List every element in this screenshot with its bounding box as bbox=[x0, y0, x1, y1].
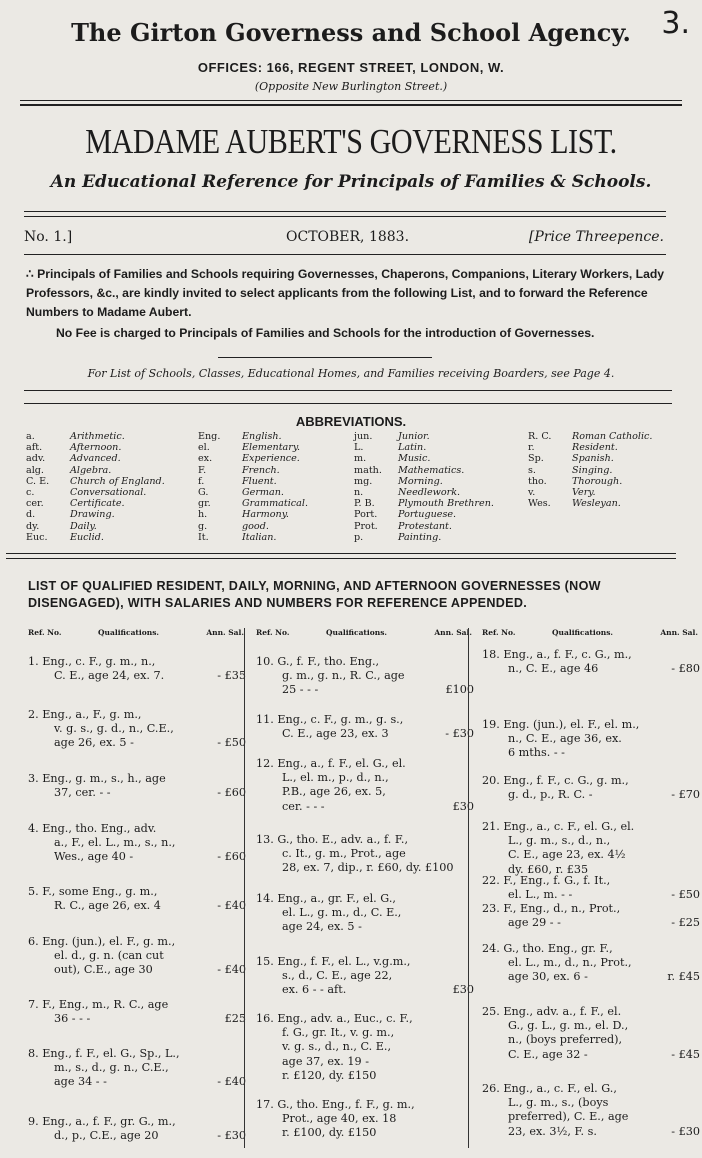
entry-line: 17. G., tho. Eng., f. F., g. m., bbox=[256, 1098, 415, 1111]
abbreviation-key: C. E. bbox=[26, 475, 50, 487]
divider bbox=[6, 553, 676, 554]
abbreviation-key: n. bbox=[354, 487, 364, 499]
entry-line: v. g. s., g. d., n., C.E., bbox=[54, 722, 174, 736]
entry-line: preferred), C. E., age bbox=[508, 1110, 629, 1124]
abbreviation-meaning: Needlework. bbox=[398, 487, 461, 499]
abbreviation-key: Wes. bbox=[528, 498, 551, 510]
abbreviation-key: h. bbox=[198, 509, 208, 521]
entry-line: 21. Eng., a., c. F., el. G., el. bbox=[482, 820, 635, 833]
entry-salary: - £45 bbox=[671, 1047, 700, 1061]
abbreviation-key: L. bbox=[354, 442, 364, 454]
entry-line: 20. Eng., f. F., c. G., g. m., bbox=[482, 774, 629, 787]
abbreviation-row bbox=[354, 442, 494, 453]
entry-line: R. C., age 26, ex. 4 bbox=[54, 899, 161, 913]
column-header-qual: Qualifications. bbox=[552, 628, 614, 637]
abbreviation-meaning: Harmony. bbox=[242, 509, 289, 521]
abbreviation-meaning: Music. bbox=[398, 453, 431, 465]
abbreviation-key: math. bbox=[354, 464, 382, 476]
opposite-note: (Opposite New Burlington Street.) bbox=[254, 80, 448, 93]
abbreviation-meaning: good. bbox=[242, 520, 269, 532]
entry-line: dy. £60, r. £35 bbox=[508, 862, 589, 876]
abbreviation-key: G. bbox=[198, 487, 209, 499]
entry-line: 28, ex. 7, dip., r. £60, dy. £100 bbox=[282, 861, 454, 875]
abbreviation-row bbox=[198, 442, 308, 453]
list-heading bbox=[28, 578, 676, 611]
entry-line: d., p., C.E., age 20 bbox=[54, 1129, 159, 1143]
abbreviation-key: m. bbox=[354, 453, 367, 465]
abbreviation-meaning: Painting. bbox=[398, 531, 442, 543]
abbreviation-meaning: Conversational. bbox=[70, 487, 147, 499]
abbreviation-row bbox=[26, 521, 165, 532]
abbreviation-row bbox=[26, 431, 165, 442]
intro-notice bbox=[26, 265, 668, 343]
abbreviation-meaning: Certificate. bbox=[70, 498, 125, 510]
abbreviation-row bbox=[198, 532, 308, 543]
entry-line: c. It., g. m., Prot., age bbox=[282, 847, 406, 861]
entry-line: 19. Eng. (jun.), el. F., el. m., bbox=[482, 718, 640, 731]
abbreviation-meaning: Wesleyan. bbox=[572, 498, 621, 510]
abbreviation-row bbox=[354, 532, 494, 543]
entry-line: 23. F., Eng., d., n., Prot., bbox=[482, 902, 621, 915]
entry-line: C. E., age 23, ex. 3 bbox=[282, 727, 389, 741]
entry-line: 5. F., some Eng., g. m., bbox=[28, 885, 158, 898]
entry-salary: - £70 bbox=[671, 788, 700, 802]
entry-line: L., g. m., s., d., n., bbox=[508, 834, 611, 848]
governess-entry bbox=[28, 998, 250, 1026]
abbreviation-meaning: Advanced. bbox=[70, 453, 121, 465]
entry-line: r. £100, dy. £150 bbox=[282, 1126, 377, 1140]
abbreviation-meaning: Latin. bbox=[398, 442, 427, 454]
abbreviation-meaning: Junior. bbox=[398, 431, 430, 442]
abbreviation-key: d. bbox=[26, 509, 36, 521]
entry-salary: - £30 bbox=[217, 1129, 246, 1143]
governess-entry bbox=[482, 718, 702, 761]
entry-line: 36 - - - bbox=[54, 1012, 91, 1026]
entry-salary: - £25 bbox=[671, 916, 700, 930]
abbreviation-row bbox=[528, 476, 652, 487]
governess-entry bbox=[482, 1005, 702, 1062]
divider bbox=[24, 403, 672, 404]
entry-line: n., (boys preferred), bbox=[508, 1033, 623, 1047]
intro-text: ∴ Principals of Families and Schools requiring Governesses, Chaperons, Companions, Literary Workers, Lady Professors, &c., are kindly invited to select applicants from the following List, and to forward the Reference Numbers to Madame Aubert. bbox=[26, 267, 665, 319]
entry-line: 11. Eng., c. F., g. m., g. s., bbox=[256, 713, 404, 726]
entry-line: Prot., age 40, ex. 18 bbox=[282, 1112, 397, 1126]
abbreviation-row bbox=[26, 476, 165, 487]
governess-entry bbox=[28, 885, 250, 913]
governess-entry bbox=[28, 935, 250, 978]
abbreviation-row bbox=[354, 431, 494, 442]
abbreviation-row bbox=[26, 498, 165, 509]
column-header bbox=[256, 628, 478, 642]
governess-entry bbox=[256, 892, 478, 935]
entry-line: 24. G., tho. Eng., gr. F., bbox=[482, 942, 613, 955]
entry-line: 8. Eng., f. F., el. G., Sp., L., bbox=[28, 1047, 180, 1060]
abbreviation-key: Euc. bbox=[26, 531, 48, 543]
abbreviation-meaning: Very. bbox=[572, 487, 596, 499]
list-heading-text: LIST OF QUALIFIED RESIDENT, DAILY, MORNING, AND AFTERNOON GOVERNESSES (NOW DISENGAGED), WITH SALARIES AND NUMBERS FOR REFERENCE APPENDED. bbox=[28, 579, 601, 610]
abbreviation-meaning: Fluent. bbox=[242, 475, 277, 487]
entry-line: out), C.E., age 30 bbox=[54, 963, 153, 977]
abbreviation-meaning: Arithmetic. bbox=[70, 431, 125, 442]
entry-line: 9. Eng., a., f. F., gr. G., m., bbox=[28, 1115, 176, 1128]
abbreviations-column bbox=[354, 431, 494, 543]
divider bbox=[20, 100, 682, 101]
abbreviation-key: alg. bbox=[26, 464, 44, 476]
governess-entry bbox=[482, 874, 702, 902]
entry-line: el. L., m., d., n., Prot., bbox=[508, 956, 632, 970]
abbreviation-row bbox=[528, 465, 652, 476]
governess-entry bbox=[28, 1047, 250, 1090]
column-header-sal: Ann. Sal. bbox=[434, 628, 472, 637]
abbreviation-key: It. bbox=[198, 531, 209, 543]
governess-entry bbox=[28, 1115, 250, 1143]
abbreviations-column bbox=[26, 431, 165, 543]
entry-line: G., g. L., g. m., el. D., bbox=[508, 1019, 629, 1033]
governess-entry bbox=[482, 1082, 702, 1139]
entry-salary: - £60 bbox=[217, 850, 246, 864]
governess-entry bbox=[482, 648, 702, 676]
abbreviation-meaning: Singing. bbox=[572, 464, 613, 476]
abbreviation-meaning: Afternoon. bbox=[70, 442, 122, 454]
abbreviation-row bbox=[26, 453, 165, 464]
abbreviations-column bbox=[528, 431, 652, 509]
entry-salary: r. £45 bbox=[667, 970, 700, 984]
abbreviations-title: ABBREVIATIONS. bbox=[295, 414, 407, 429]
abbreviation-key: cer. bbox=[26, 498, 44, 510]
column-divider bbox=[244, 628, 245, 1148]
governess-entry bbox=[28, 708, 250, 751]
entry-salary: £25 bbox=[224, 1012, 246, 1026]
entry-line: f. G., gr. It., v. g. m., bbox=[282, 1026, 395, 1040]
entry-line: 7. F., Eng., m., R. C., age bbox=[28, 998, 169, 1011]
abbreviation-row bbox=[26, 487, 165, 498]
column-header bbox=[482, 628, 702, 642]
entry-line: 18. Eng., a., f. F., c. G., m., bbox=[482, 648, 632, 661]
entry-line: 26. Eng., a., c. F., el. G., bbox=[482, 1082, 617, 1095]
abbreviation-row bbox=[354, 509, 494, 520]
entry-salary: - £35 bbox=[217, 669, 246, 683]
abbreviation-key: tho. bbox=[528, 475, 547, 487]
abbreviation-meaning: Elementary. bbox=[242, 442, 301, 454]
entry-line: age 29 - - bbox=[508, 916, 561, 930]
divider bbox=[24, 390, 672, 391]
entry-line: el. d., g. n. (can cut bbox=[54, 949, 164, 963]
entry-line: cer. - - - bbox=[282, 799, 325, 813]
column-header-qual: Qualifications. bbox=[326, 628, 388, 637]
column-header-sal: Ann. Sal. bbox=[206, 628, 244, 637]
abbreviation-row bbox=[528, 442, 652, 453]
governess-entry bbox=[482, 820, 702, 877]
governess-entry bbox=[256, 1012, 478, 1083]
entry-line: g. d., p., R. C. - bbox=[508, 788, 593, 802]
entry-line: 16. Eng., adv. a., Euc., c. F., bbox=[256, 1012, 413, 1025]
entry-salary: - £50 bbox=[671, 888, 700, 902]
entry-salary: - £30 bbox=[671, 1124, 700, 1138]
abbreviation-meaning: Experience. bbox=[242, 453, 300, 465]
offices-address: OFFICES: 166, REGENT STREET, LONDON, W. bbox=[197, 60, 505, 75]
column-header-sal: Ann. Sal. bbox=[660, 628, 698, 637]
abbreviation-key: adv. bbox=[26, 453, 46, 465]
entry-line: n., C. E., age 36, ex. bbox=[508, 732, 622, 746]
entry-line: 4. Eng., tho. Eng., adv. bbox=[28, 822, 157, 835]
abbreviation-row bbox=[198, 476, 308, 487]
entry-salary: - £80 bbox=[671, 662, 700, 676]
column-header-ref: Ref. No. bbox=[28, 628, 62, 637]
schools-note: For List of Schools, Classes, Educational Homes, and Families receiving Boarders, see Page 4. bbox=[87, 367, 615, 380]
abbreviation-key: F. bbox=[198, 464, 207, 476]
entry-salary: - £40 bbox=[217, 1075, 246, 1089]
issue-number: No. 1.] bbox=[24, 229, 73, 245]
entry-line: age 26, ex. 5 - bbox=[54, 736, 134, 750]
abbreviation-row bbox=[198, 521, 308, 532]
column-divider bbox=[468, 628, 469, 1148]
entry-line: 37, cer. - - bbox=[54, 786, 111, 800]
abbreviation-key: Port. bbox=[354, 509, 378, 521]
abbreviation-row bbox=[354, 476, 494, 487]
entry-line: age 30, ex. 6 - bbox=[508, 970, 588, 984]
entry-salary: - £60 bbox=[217, 786, 246, 800]
entry-salary: £30 bbox=[452, 983, 474, 997]
divider bbox=[24, 254, 666, 255]
entry-line: 13. G., tho. E., adv. a., f. F., bbox=[256, 833, 408, 846]
entry-line: el. L., g. m., d., C. E., bbox=[282, 906, 402, 920]
entry-salary: - £40 bbox=[217, 899, 246, 913]
abbreviation-key: el. bbox=[198, 442, 210, 454]
entry-line: a., F., el. L., m., s., n., bbox=[54, 836, 176, 850]
entry-line: 22. F., Eng., f. G., f. It., bbox=[482, 874, 611, 887]
entry-salary: - £50 bbox=[217, 736, 246, 750]
entry-line: 10. G., f. F., tho. Eng., bbox=[256, 655, 380, 668]
abbreviation-row bbox=[528, 431, 652, 442]
abbreviation-meaning: Portuguese. bbox=[398, 509, 457, 521]
abbreviation-row bbox=[198, 487, 308, 498]
divider bbox=[20, 104, 682, 106]
abbreviation-row bbox=[26, 509, 165, 520]
entry-line: r. £120, dy. £150 bbox=[282, 1068, 377, 1082]
entry-line: 23, ex. 3½, F. s. bbox=[508, 1124, 597, 1138]
entry-line: n., C. E., age 46 bbox=[508, 662, 599, 676]
abbreviation-meaning: Morning. bbox=[398, 475, 443, 487]
entry-line: v. g. s., d., n., C. E., bbox=[282, 1040, 392, 1054]
governess-entry bbox=[482, 902, 702, 930]
abbreviation-key: aft. bbox=[26, 442, 43, 454]
page-number: 3. bbox=[661, 6, 690, 41]
entry-line: 3. Eng., g. m., s., h., age bbox=[28, 772, 166, 785]
abbreviation-meaning: Thorough. bbox=[572, 475, 623, 487]
entry-line: Wes., age 40 - bbox=[54, 850, 134, 864]
abbreviation-meaning: Euclid. bbox=[70, 531, 104, 543]
abbreviation-key: f. bbox=[198, 475, 205, 487]
entry-salary: £30 bbox=[452, 799, 474, 813]
entry-line: L., el. m., p., d., n., bbox=[282, 771, 389, 785]
abbreviation-key: ex. bbox=[198, 453, 213, 465]
entry-line: el. L., m. - - bbox=[508, 888, 573, 902]
entry-line: g. m., g. n., R. C., age bbox=[282, 669, 405, 683]
entry-line: ex. 6 - - aft. bbox=[282, 983, 347, 997]
abbreviation-key: dy. bbox=[26, 520, 40, 532]
governess-entry bbox=[28, 822, 250, 865]
abbreviation-key: Eng. bbox=[198, 431, 221, 442]
abbreviation-key: a. bbox=[26, 431, 35, 442]
governess-entry bbox=[256, 833, 478, 876]
abbreviation-key: p. bbox=[354, 531, 364, 543]
governess-entry bbox=[256, 955, 478, 998]
abbreviation-meaning: Daily. bbox=[70, 520, 97, 532]
entry-salary: - £30 bbox=[445, 727, 474, 741]
abbreviation-meaning: Church of England. bbox=[70, 475, 165, 487]
agency-name: The Girton Governess and School Agency. bbox=[71, 18, 631, 47]
abbreviation-row bbox=[354, 521, 494, 532]
abbreviation-key: Prot. bbox=[354, 520, 378, 532]
entry-line: 25. Eng., adv. a., f. F., el. bbox=[482, 1005, 622, 1018]
abbreviation-row bbox=[198, 509, 308, 520]
entry-line: C. E., age 23, ex. 4½ bbox=[508, 848, 626, 862]
abbreviation-meaning: Algebra. bbox=[70, 464, 112, 476]
abbreviation-meaning: Italian. bbox=[242, 531, 277, 543]
governess-entry bbox=[256, 1098, 478, 1141]
abbreviation-key: gr. bbox=[198, 498, 211, 510]
abbreviation-key: P. B. bbox=[354, 498, 375, 510]
governess-entry bbox=[256, 713, 478, 741]
abbreviation-row bbox=[26, 465, 165, 476]
abbreviation-key: mg. bbox=[354, 475, 373, 487]
abbreviation-row bbox=[26, 532, 165, 543]
entry-salary: £100 bbox=[445, 683, 474, 697]
abbreviation-key: s. bbox=[528, 464, 536, 476]
abbreviation-row bbox=[198, 465, 308, 476]
governess-entry bbox=[256, 655, 478, 698]
entry-line: P.B., age 26, ex. 5, bbox=[282, 785, 386, 799]
entry-line: 2. Eng., a., F., g. m., bbox=[28, 708, 142, 721]
divider bbox=[218, 357, 432, 358]
entry-line: m., s., d., g. n., C.E., bbox=[54, 1061, 169, 1075]
abbreviation-key: c. bbox=[26, 487, 35, 499]
column-header bbox=[28, 628, 250, 642]
abbreviation-meaning: Resident. bbox=[572, 442, 618, 454]
entry-line: C. E., age 24, ex. 7. bbox=[54, 669, 165, 683]
abbreviation-meaning: Mathematics. bbox=[398, 464, 465, 476]
column-header-ref: Ref. No. bbox=[482, 628, 516, 637]
abbreviations-column bbox=[198, 431, 308, 543]
abbreviation-meaning: German. bbox=[242, 487, 284, 499]
abbreviation-key: Sp. bbox=[528, 453, 544, 465]
abbreviation-key: R. C. bbox=[528, 431, 552, 442]
entry-salary: - £40 bbox=[217, 963, 246, 977]
divider bbox=[24, 216, 666, 217]
abbreviation-row bbox=[528, 453, 652, 464]
abbreviation-key: v. bbox=[528, 487, 536, 499]
abbreviation-row bbox=[26, 442, 165, 453]
divider bbox=[6, 558, 676, 559]
entry-line: C. E., age 32 - bbox=[508, 1047, 588, 1061]
abbreviation-row bbox=[198, 498, 308, 509]
abbreviation-meaning: Spanish. bbox=[572, 453, 614, 465]
abbreviation-row bbox=[198, 453, 308, 464]
governess-entry bbox=[482, 942, 702, 985]
entry-line: s., d., C. E., age 22, bbox=[282, 969, 393, 983]
abbreviation-meaning: English. bbox=[242, 431, 282, 442]
governess-entry bbox=[482, 774, 702, 802]
abbreviation-meaning: Roman Catholic. bbox=[572, 431, 653, 442]
column-header-ref: Ref. No. bbox=[256, 628, 290, 637]
abbreviation-key: g. bbox=[198, 520, 208, 532]
abbreviation-meaning: Grammatical. bbox=[242, 498, 309, 510]
governess-entry bbox=[28, 655, 250, 683]
list-column bbox=[28, 628, 250, 1148]
issue-price: [Price Threepence. bbox=[528, 229, 664, 245]
entry-line: 15. Eng., f. F., el. L., v.g.m., bbox=[256, 955, 411, 968]
abbreviation-row bbox=[354, 487, 494, 498]
entry-line: 6 mths. - - bbox=[508, 746, 565, 760]
entry-line: age 34 - - bbox=[54, 1075, 107, 1089]
list-column bbox=[482, 628, 702, 1148]
abbreviation-row bbox=[198, 431, 308, 442]
abbreviation-key: r. bbox=[528, 442, 535, 454]
abbreviation-meaning: Protestant. bbox=[398, 520, 452, 532]
page-subtitle: An Educational Reference for Principals of Families & Schools. bbox=[50, 172, 652, 192]
column-header-qual: Qualifications. bbox=[98, 628, 160, 637]
abbreviation-row bbox=[528, 498, 652, 509]
abbreviation-row bbox=[354, 453, 494, 464]
entry-line: age 24, ex. 5 - bbox=[282, 920, 362, 934]
abbreviation-row bbox=[528, 487, 652, 498]
entry-line: 1. Eng., c. F., g. m., n., bbox=[28, 655, 156, 668]
entry-line: 6. Eng. (jun.), el. F., g. m., bbox=[28, 935, 176, 948]
list-column bbox=[256, 628, 478, 1148]
entry-line: L., g. m., s., (boys bbox=[508, 1096, 609, 1110]
fee-note: No Fee is charged to Principals of Families and Schools for the introduction of Governesses. bbox=[56, 326, 595, 340]
abbreviation-meaning: Plymouth Brethren. bbox=[398, 498, 494, 510]
governess-entry bbox=[256, 757, 478, 814]
abbreviation-meaning: Drawing. bbox=[70, 509, 115, 521]
page-title: MADAME AUBERT'S GOVERNESS LIST. bbox=[85, 122, 617, 161]
entry-line: 25 - - - bbox=[282, 683, 319, 697]
abbreviation-row bbox=[354, 465, 494, 476]
abbreviation-meaning: French. bbox=[242, 464, 280, 476]
abbreviation-key: jun. bbox=[354, 431, 373, 442]
issue-date: OCTOBER, 1883. bbox=[286, 229, 410, 245]
entry-line: 14. Eng., a., gr. F., el. G., bbox=[256, 892, 396, 905]
abbreviation-row bbox=[354, 498, 494, 509]
entry-line: age 37, ex. 19 - bbox=[282, 1054, 369, 1068]
governess-entry bbox=[28, 772, 250, 800]
entry-line: 12. Eng., a., f. F., el. G., el. bbox=[256, 757, 406, 770]
divider bbox=[24, 211, 666, 212]
